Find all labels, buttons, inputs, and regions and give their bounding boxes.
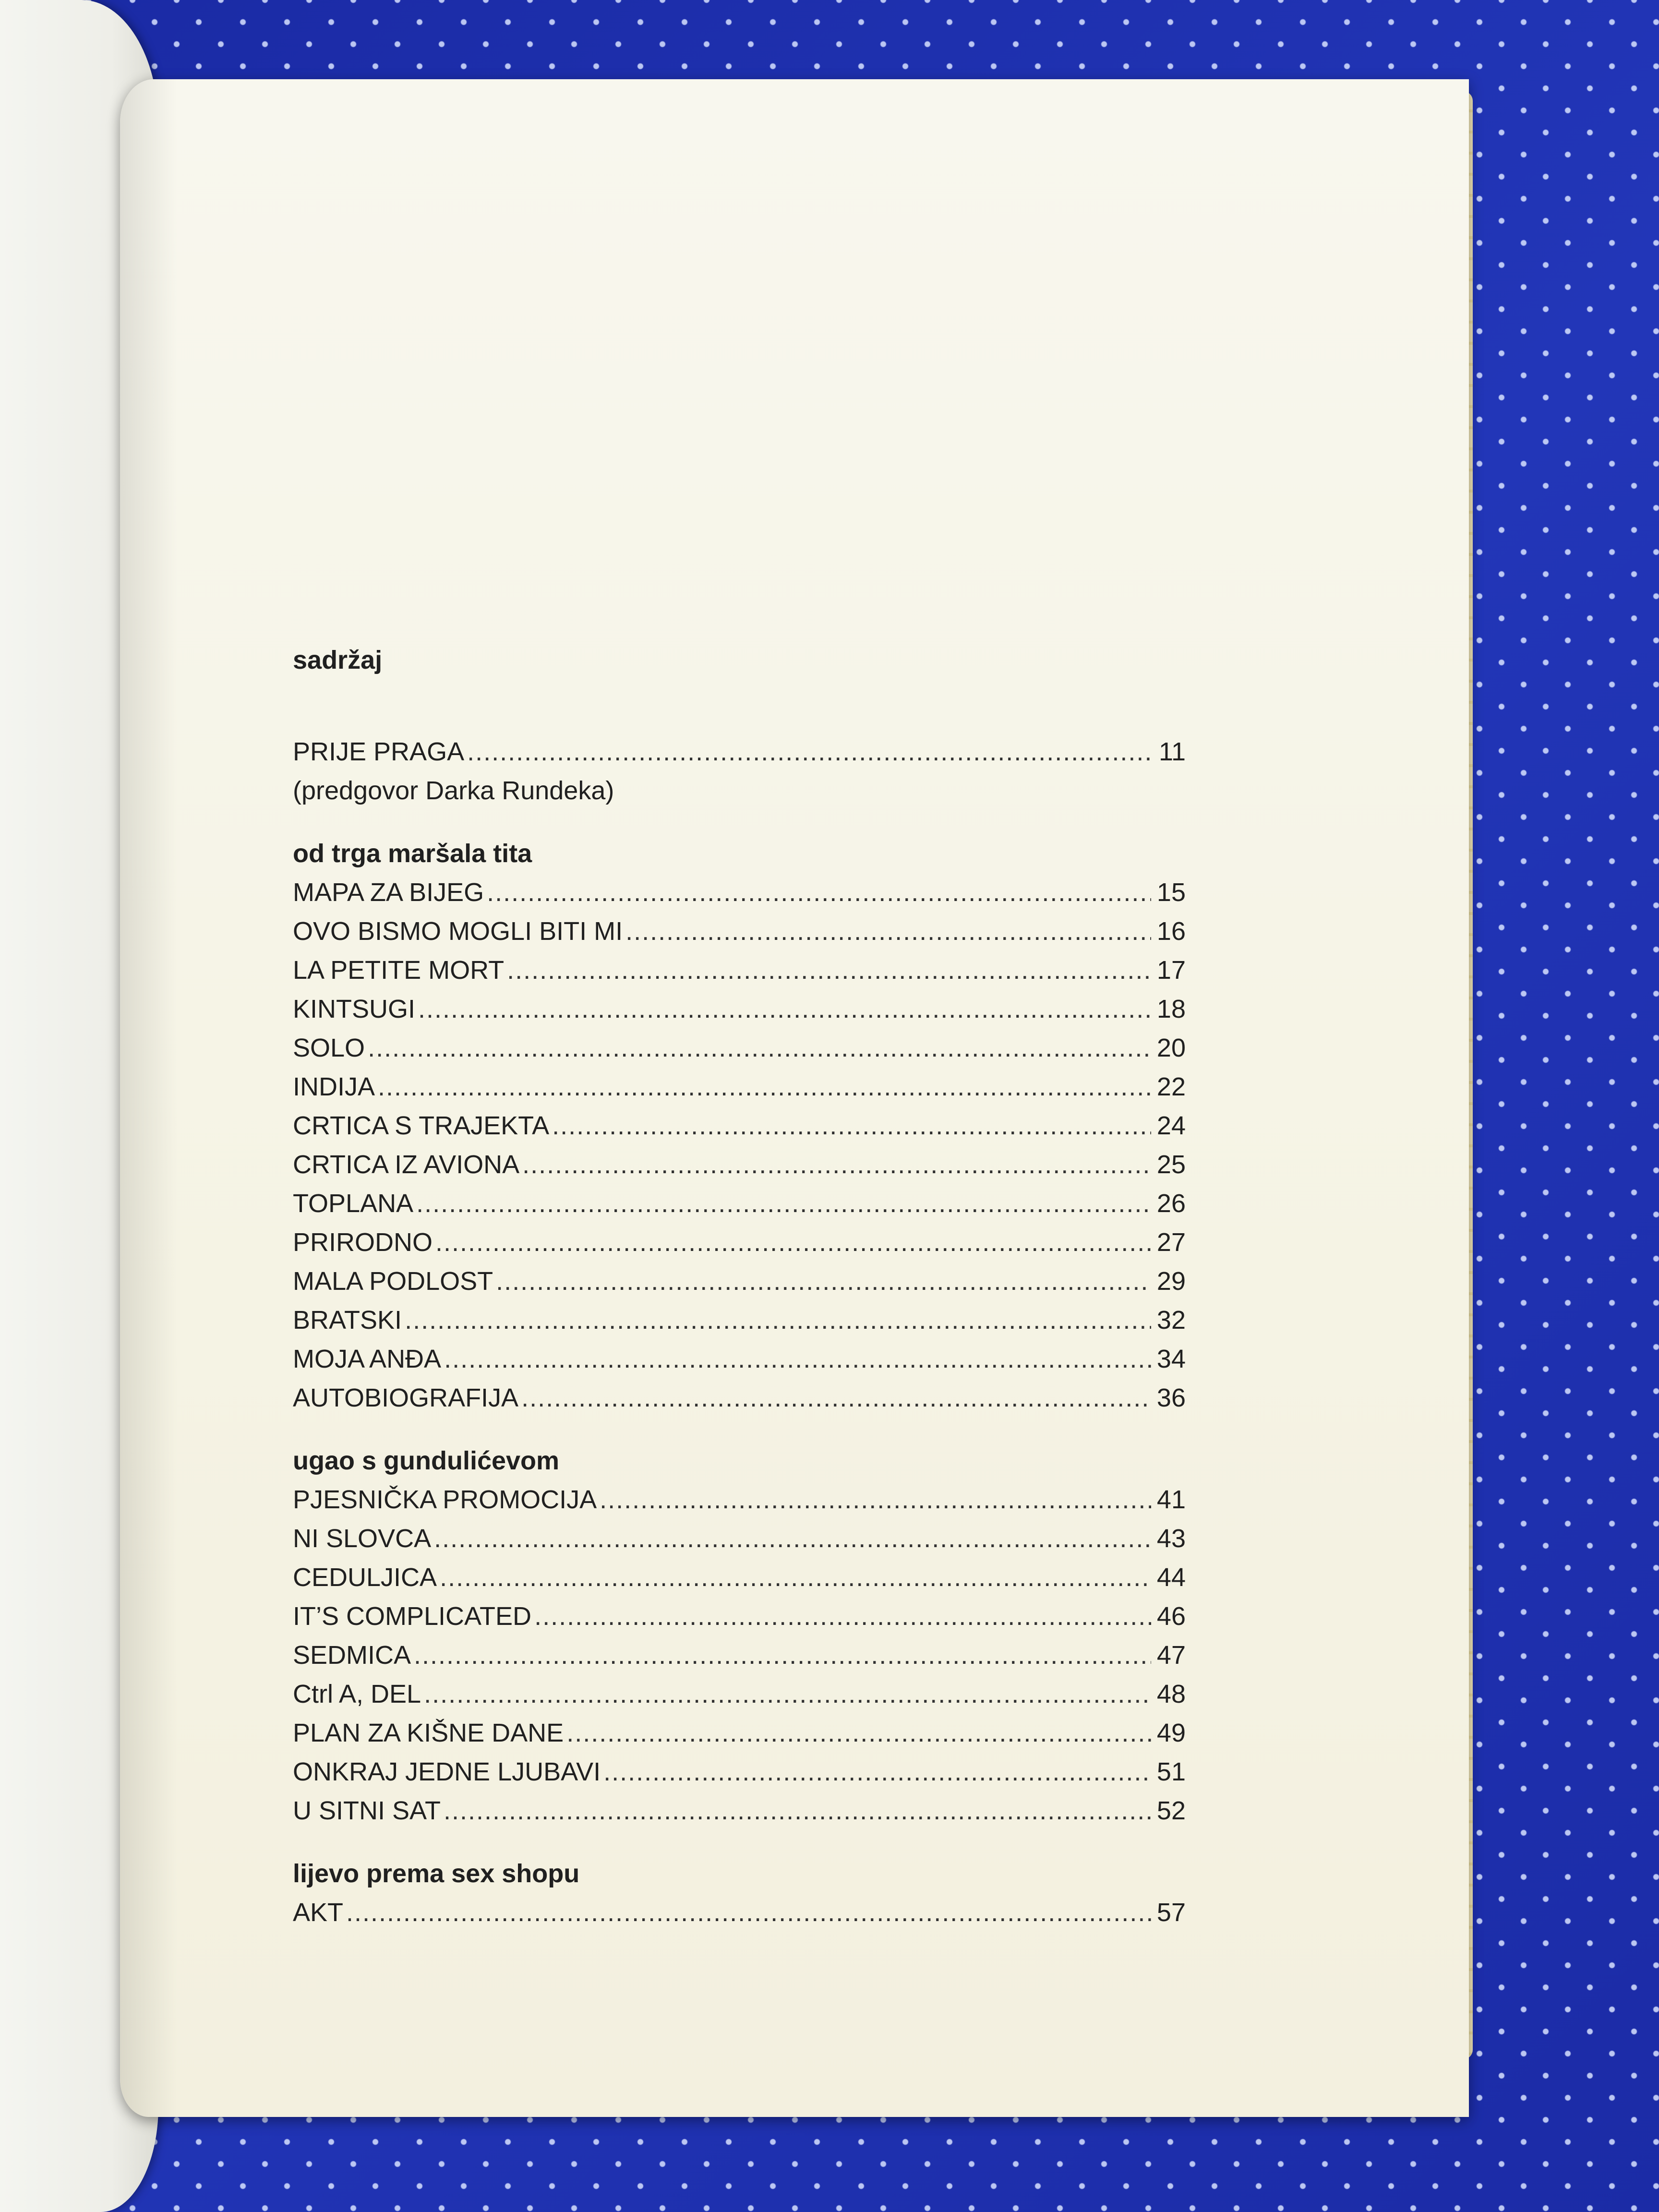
toc-entry-label: ONKRAJ JEDNE LJUBAVI bbox=[293, 1757, 601, 1786]
toc-entry-page: 46 bbox=[1156, 1602, 1186, 1631]
toc-entry bbox=[293, 1262, 1186, 1301]
toc-entry-page: 15 bbox=[1156, 878, 1186, 907]
toc-entry bbox=[293, 873, 1186, 912]
toc-entry-page: 26 bbox=[1156, 1189, 1186, 1218]
dot-leader bbox=[368, 1029, 1151, 1068]
toc-entry-page: 18 bbox=[1156, 995, 1186, 1023]
toc-title: sadržaj bbox=[293, 646, 383, 674]
toc-entry-label: SEDMICA bbox=[293, 1641, 411, 1670]
toc-entry-label: MALA PODLOST bbox=[293, 1267, 493, 1296]
toc-entry bbox=[293, 1145, 1186, 1184]
dot-leader bbox=[416, 1184, 1151, 1223]
dot-leader bbox=[507, 951, 1151, 990]
dot-leader bbox=[552, 1106, 1151, 1145]
toc-entry-page: 57 bbox=[1156, 1898, 1186, 1927]
toc-entry bbox=[293, 1379, 1186, 1418]
dot-leader bbox=[418, 990, 1151, 1029]
page-gutter-shadow bbox=[120, 79, 178, 2117]
section-title: lijevo prema sex shopu bbox=[293, 1859, 580, 1888]
dot-leader bbox=[534, 1597, 1151, 1636]
toc-entry-page: 11 bbox=[1158, 737, 1186, 766]
toc-entry-page: 27 bbox=[1156, 1228, 1186, 1257]
toc-entry bbox=[293, 1753, 1186, 1791]
toc-entry-page: 34 bbox=[1156, 1345, 1186, 1373]
toc-entry-label: Ctrl A, DEL bbox=[293, 1680, 421, 1708]
toc-entry bbox=[293, 1893, 1186, 1932]
dot-leader bbox=[435, 1223, 1151, 1262]
dot-leader bbox=[467, 733, 1151, 771]
toc-entry-label: PRIRODNO bbox=[293, 1228, 433, 1257]
toc-entry-label: LA PETITE MORT bbox=[293, 956, 505, 985]
toc-entry-label: CRTICA S TRAJEKTA bbox=[293, 1111, 550, 1140]
toc-entry-label: AKT bbox=[293, 1898, 344, 1927]
dot-leader bbox=[487, 873, 1151, 912]
dot-leader bbox=[414, 1636, 1151, 1675]
toc-entry bbox=[293, 1636, 1186, 1675]
toc-entry-note: (predgovor Darka Rundeka) bbox=[293, 776, 614, 805]
dot-leader bbox=[566, 1714, 1151, 1753]
toc-entry bbox=[293, 1301, 1186, 1340]
toc-entry bbox=[293, 1029, 1186, 1068]
toc-entry-page: 36 bbox=[1156, 1383, 1186, 1412]
toc-entry-page: 47 bbox=[1156, 1641, 1186, 1670]
toc-entry-page: 20 bbox=[1156, 1034, 1186, 1062]
toc-entry bbox=[293, 1340, 1186, 1379]
dot-leader bbox=[434, 1519, 1151, 1558]
toc-entry-label: MAPA ZA BIJEG bbox=[293, 878, 484, 907]
toc-entry bbox=[293, 1791, 1186, 1830]
toc-entry-label: U SITNI SAT bbox=[293, 1796, 441, 1825]
dot-leader bbox=[378, 1068, 1151, 1106]
toc-entry bbox=[293, 1558, 1186, 1597]
toc-entry-label: TOPLANA bbox=[293, 1189, 414, 1218]
toc-entry-label: NI SLOVCA bbox=[293, 1524, 432, 1553]
toc-entry-label: INDIJA bbox=[293, 1072, 375, 1101]
dot-leader bbox=[405, 1301, 1151, 1340]
toc-entry-label: PJESNIČKA PROMOCIJA bbox=[293, 1485, 597, 1514]
toc-entry-page: 44 bbox=[1156, 1563, 1186, 1592]
section-title: od trga maršala tita bbox=[293, 839, 532, 868]
dot-leader bbox=[521, 1379, 1151, 1418]
toc-entry-page: 49 bbox=[1156, 1719, 1186, 1747]
toc-entry-page: 51 bbox=[1156, 1757, 1186, 1786]
toc-entry bbox=[293, 1519, 1186, 1558]
toc-entry-page: 48 bbox=[1156, 1680, 1186, 1708]
toc-entry-page: 16 bbox=[1156, 917, 1186, 946]
toc-entry bbox=[293, 990, 1186, 1029]
toc-entry-page: 25 bbox=[1156, 1150, 1186, 1179]
toc-entry bbox=[293, 1223, 1186, 1262]
toc-entry-label: CEDULJICA bbox=[293, 1563, 437, 1592]
dot-leader bbox=[424, 1675, 1151, 1714]
toc-entry-label: OVO BISMO MOGLI BITI MI bbox=[293, 917, 623, 946]
toc-entry-label: MOJA ANĐA bbox=[293, 1345, 442, 1373]
toc-entry-page: 52 bbox=[1156, 1796, 1186, 1825]
toc-entry-label: AUTOBIOGRAFIJA bbox=[293, 1383, 519, 1412]
toc-entry bbox=[293, 1675, 1186, 1714]
toc-entry-label: PLAN ZA KIŠNE DANE bbox=[293, 1719, 564, 1747]
dot-leader bbox=[625, 912, 1151, 951]
toc-entry bbox=[293, 951, 1186, 990]
toc-entry-page: 17 bbox=[1156, 956, 1186, 985]
section-title: ugao s gundulićevom bbox=[293, 1446, 560, 1475]
toc-entry bbox=[293, 1597, 1186, 1636]
dot-leader bbox=[444, 1340, 1151, 1379]
toc-entry-label: SOLO bbox=[293, 1034, 365, 1062]
toc-entry-label: CRTICA IZ AVIONA bbox=[293, 1150, 520, 1179]
toc-entry-page: 32 bbox=[1156, 1306, 1186, 1334]
toc-entry-page: 22 bbox=[1156, 1072, 1186, 1101]
toc-entry-label: IT’S COMPLICATED bbox=[293, 1602, 532, 1631]
dot-leader bbox=[522, 1145, 1151, 1184]
toc-entry-label: PRIJE PRAGA bbox=[293, 737, 465, 766]
toc-entry bbox=[293, 1480, 1186, 1519]
toc-entry bbox=[293, 1184, 1186, 1223]
toc-entry bbox=[293, 1068, 1186, 1106]
toc-entry-page: 29 bbox=[1156, 1267, 1186, 1296]
toc-entry bbox=[293, 733, 1186, 771]
dot-leader bbox=[444, 1791, 1151, 1830]
dot-leader bbox=[440, 1558, 1151, 1597]
table-of-contents bbox=[293, 641, 1186, 1932]
toc-entry-page: 41 bbox=[1156, 1485, 1186, 1514]
dot-leader bbox=[603, 1753, 1151, 1791]
toc-entry bbox=[293, 912, 1186, 951]
toc-entry-label: BRATSKI bbox=[293, 1306, 402, 1334]
toc-entry bbox=[293, 1714, 1186, 1753]
toc-entry-page: 43 bbox=[1156, 1524, 1186, 1553]
toc-entry-label: KINTSUGI bbox=[293, 995, 416, 1023]
dot-leader bbox=[600, 1480, 1151, 1519]
toc-entry bbox=[293, 1106, 1186, 1145]
toc-entry-page: 24 bbox=[1156, 1111, 1186, 1140]
dot-leader bbox=[346, 1893, 1151, 1932]
dot-leader bbox=[496, 1262, 1151, 1301]
